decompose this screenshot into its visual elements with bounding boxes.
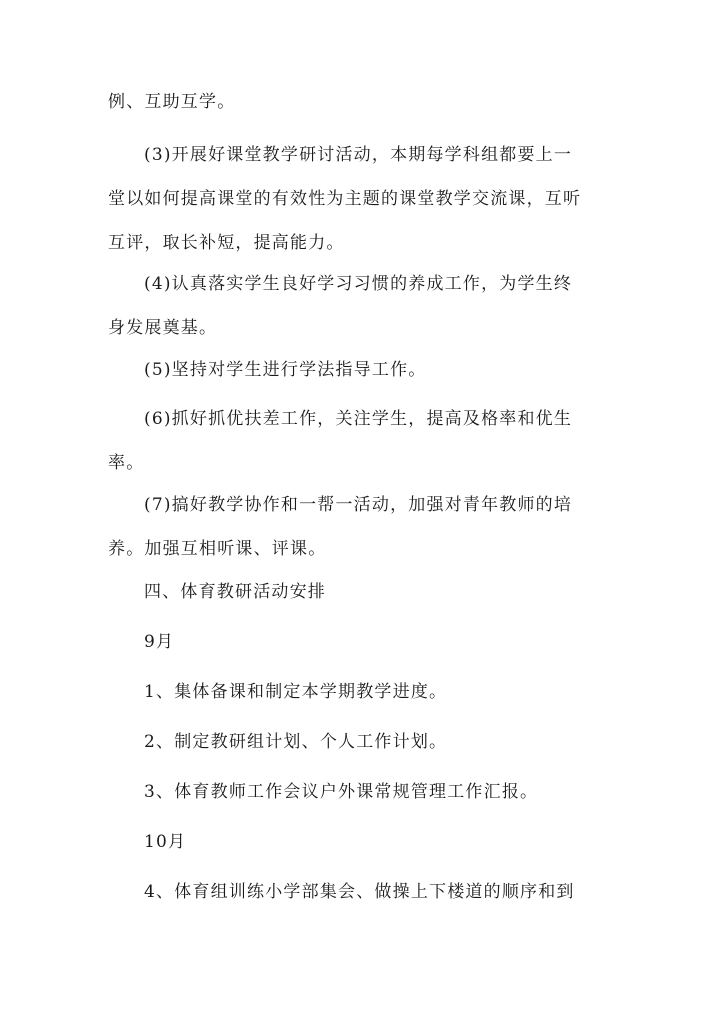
paragraph-item-6 xyxy=(108,397,610,485)
text-line: 例、互助互学。 xyxy=(108,92,236,112)
paragraph-continuation xyxy=(108,80,610,124)
paragraph-item-4 xyxy=(108,262,610,350)
text-line: (4)认真落实学生良好学习习惯的养成工作，为学生终 xyxy=(144,274,573,294)
section-heading xyxy=(108,570,610,614)
text-line: (6)抓好抓优扶差工作，关注学生，提高及格率和优生 xyxy=(144,409,573,429)
text-line: 4、体育组训练小学部集会、做操上下楼道的顺序和到 xyxy=(144,882,575,902)
text-line: 互评，取长补短，提高能力。 xyxy=(108,233,345,253)
text-line: 堂以如何提高课堂的有效性为主题的课堂教学交流课，互听 xyxy=(108,189,582,209)
activity-item xyxy=(108,770,610,814)
text-line: 2、制定教研组计划、个人工作计划。 xyxy=(144,732,448,752)
text-line: 10月 xyxy=(144,832,187,852)
text-line: 9月 xyxy=(144,632,175,652)
activity-item xyxy=(108,870,610,914)
month-label xyxy=(108,620,610,664)
activity-item xyxy=(108,720,610,764)
paragraph-item-5 xyxy=(108,348,610,392)
text-line: 四、体育教研活动安排 xyxy=(144,582,326,602)
text-line: 身发展奠基。 xyxy=(108,318,218,338)
text-line: (3)开展好课堂教学研讨活动，本期每学科组都要上一 xyxy=(144,145,573,165)
text-line: 养。加强互相听课、评课。 xyxy=(108,539,327,559)
activity-item xyxy=(108,670,610,714)
text-line: (7)搞好教学协作和一帮一活动，加强对青年教师的培 xyxy=(144,495,573,515)
paragraph-item-7 xyxy=(108,483,610,571)
month-label xyxy=(108,820,610,864)
text-line: (5)坚持对学生进行学法指导工作。 xyxy=(144,360,427,380)
text-line: 3、体育教师工作会议户外课常规管理工作汇报。 xyxy=(144,782,539,802)
paragraph-item-3 xyxy=(108,133,610,265)
text-line: 率。 xyxy=(108,453,145,473)
text-line: 1、集体备课和制定本学期教学进度。 xyxy=(144,682,448,702)
